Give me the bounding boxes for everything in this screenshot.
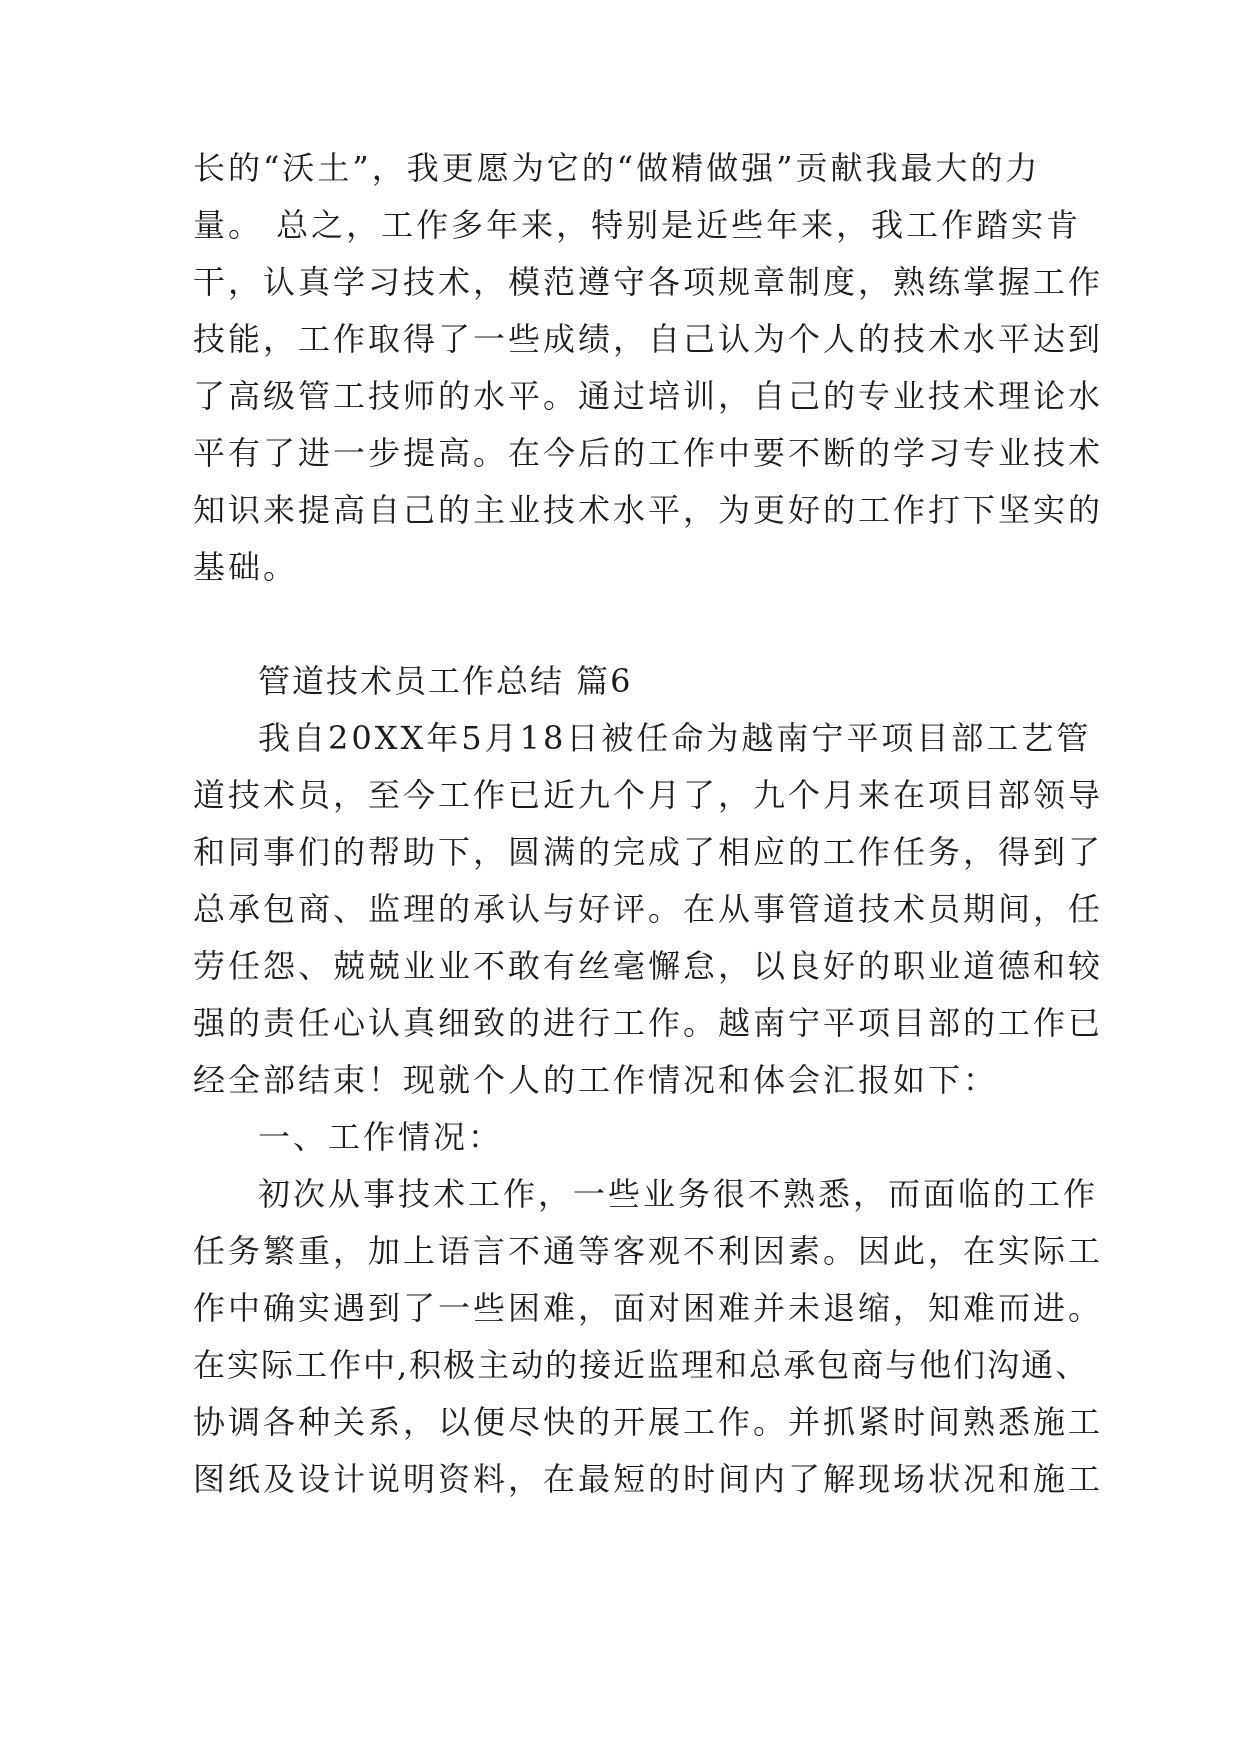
paragraph-line: 了高级管工技师的水平。通过培训，自己的专业技术理论水 (193, 377, 1104, 415)
paragraph-line: 初次从事技术工作，一些业务很不熟悉，而面临的工作 (258, 1175, 1099, 1213)
paragraph-line: 劳任怨、兢兢业业不敢有丝毫懈怠，以良好的职业道德和较 (193, 947, 1104, 985)
paragraph-line: 道技术员，至今工作已近九个月了，九个月来在项目部领导 (193, 776, 1104, 814)
paragraph-line: 作中确实遇到了一些困难，面对困难并未退缩，知难而进。 (193, 1289, 1104, 1327)
paragraph-line: 平有了进一步提高。在今后的工作中要不断的学习专业技术 (193, 434, 1104, 472)
paragraph-line: 图纸及设计说明资料，在最短的时间内了解现场状况和施工 (193, 1460, 1104, 1498)
paragraph-line: 经全部结束！现就个人的工作情况和体会汇报如下： (193, 1061, 999, 1099)
paragraph-line: 强的责任心认真细致的进行工作。越南宁平项目部的工作已 (193, 1004, 1104, 1042)
paragraph-line: 和同事们的帮助下，圆满的完成了相应的工作任务，得到了 (193, 833, 1104, 871)
paragraph-line: 干，认真学习技术，模范遵守各项规章制度，熟练掌握工作 (193, 263, 1104, 301)
paragraph-line: 任务繁重，加上语言不通等客观不利因素。因此，在实际工 (193, 1232, 1104, 1270)
section-heading: 管道技术员工作总结 篇6 (258, 662, 633, 700)
paragraph-line: 在实际工作中,积极主动的接近监理和总承包商与他们沟通、 (193, 1346, 1090, 1384)
paragraph-line: 知识来提高自己的主业技术水平，为更好的工作打下坚实的 (193, 491, 1104, 529)
subheading: 一、工作情况： (258, 1118, 504, 1156)
paragraph-line: 基础。 (193, 548, 299, 586)
paragraph-line: 总承包商、监理的承认与好评。在从事管道技术员期间，任 (193, 890, 1104, 928)
paragraph-line: 协调各种关系，以便尽快的开展工作。并抓紧时间熟悉施工 (193, 1403, 1104, 1441)
paragraph-line: 技能，工作取得了一些成绩，自己认为个人的技术水平达到 (193, 320, 1104, 358)
paragraph-line: 我自20XX年5月18日被任命为越南宁平项目部工艺管 (258, 719, 1092, 757)
paragraph-line: 量。 总之，工作多年来，特别是近些年来，我工作踏实肯 (193, 206, 1082, 244)
paragraph-line: 长的“沃土”，我更愿为它的“做精做强”贡献我最大的力 (193, 149, 1041, 187)
